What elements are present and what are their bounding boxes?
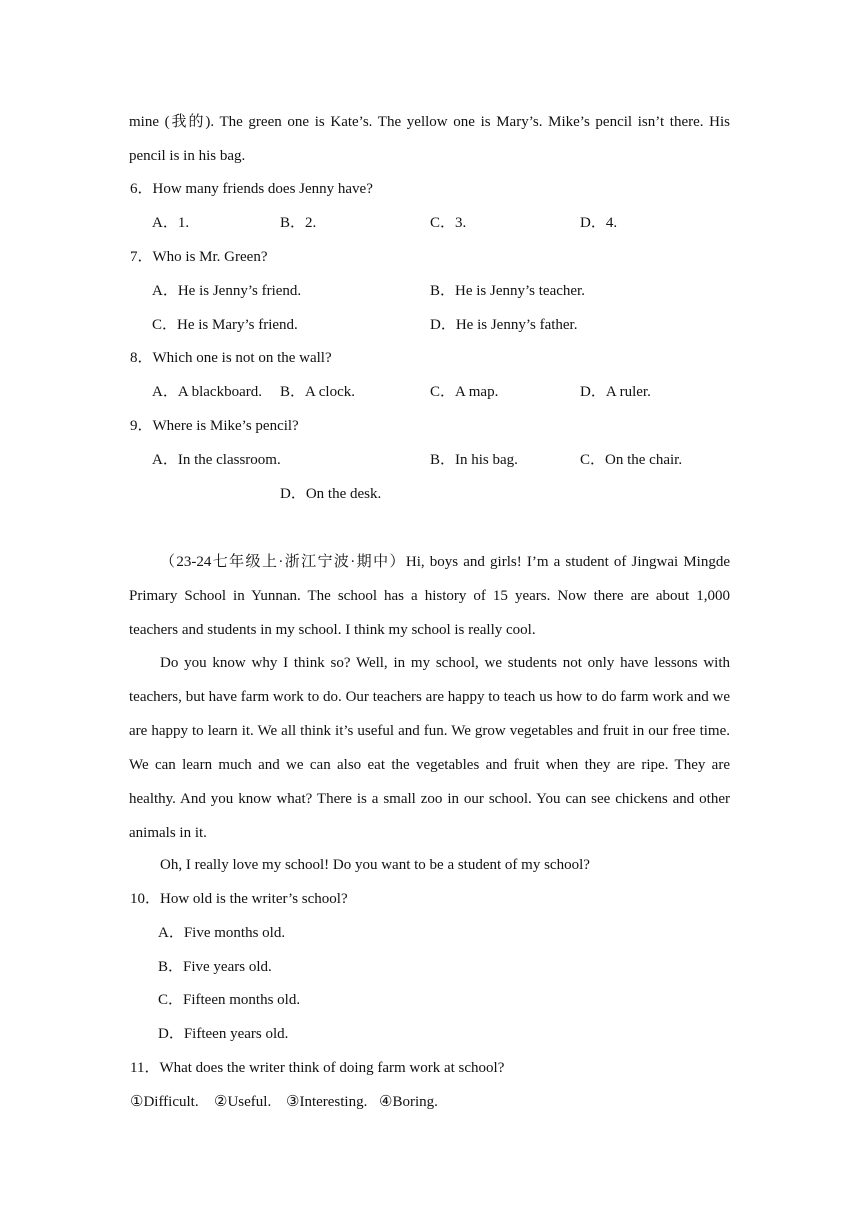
passage2-paragraph-1 <box>129 545 730 647</box>
option-9c: C．On the chair. <box>580 452 683 468</box>
question-number: 10． <box>130 891 161 907</box>
option-7c: C．He is Mary’s friend. <box>152 317 298 333</box>
passage2-paragraph-3: Oh, I really love my school! Do you want to be a student of my school? <box>160 857 590 873</box>
option-10c: C．Fifteen months old. <box>158 992 301 1008</box>
option-6a: A．1. <box>152 215 190 231</box>
question-number: 8． <box>130 350 153 366</box>
question-8 <box>130 348 332 368</box>
option-11-3: ③Interesting. <box>286 1094 368 1110</box>
option-8a: A．A blackboard. <box>152 384 262 400</box>
question-10 <box>130 889 348 909</box>
option-7a: A．He is Jenny’s friend. <box>152 283 302 299</box>
option-6c: C．3. <box>430 215 467 231</box>
option-7b: B．He is Jenny’s teacher. <box>430 283 585 299</box>
option-8b: B．A clock. <box>280 384 355 400</box>
passage2-p1-text: Hi, boys and girls! I’m a student of Jingwai Mingde Primary School in Yunnan. The school has a history of 15 years. Now there are about 1,000 teachers and students in my school. I think my school is really cool. <box>129 554 730 638</box>
question-text: How old is the writer’s school? <box>160 891 348 907</box>
option-9b: B．In his bag. <box>430 452 518 468</box>
question-7 <box>130 247 267 267</box>
question-6 <box>130 179 373 199</box>
option-11-2: ②Useful. <box>214 1094 272 1110</box>
question-text: Where is Mike’s pencil? <box>152 418 299 434</box>
question-text: How many friends does Jenny have? <box>152 181 373 197</box>
question-text: What does the writer think of doing farm work at school? <box>159 1060 505 1076</box>
source-note: （23-24七年级上·浙江宁波·期中） <box>160 554 406 570</box>
question-number: 6． <box>130 181 153 197</box>
question-number: 7． <box>130 249 153 265</box>
option-7d: D．He is Jenny’s father. <box>430 317 578 333</box>
option-8d: D．A ruler. <box>580 384 651 400</box>
question-9 <box>130 416 299 436</box>
option-10d: D．Fifteen years old. <box>158 1026 289 1042</box>
passage1-tail: mine (我的). The green one is Kate’s. The yellow one is Mary’s. Mike’s pencil isn’t there. His pencil is in his bag. <box>129 114 730 164</box>
option-9d: D．On the desk. <box>280 486 382 502</box>
option-8c: C．A map. <box>430 384 499 400</box>
passage2-paragraph-2: Do you know why I think so? Well, in my school, we students not only have lessons with teachers, but have farm work to do. Our teachers are happy to teach us how to do farm work and we are happy to learn it. We all think it’s useful and fun. We grow vegetables and fruit in our free time. We can learn much and we can also eat the vegetables and fruit when they are ripe. They are healthy. And you know what? There is a small zoo in our school. You can see chickens and other animals in it. <box>129 655 730 841</box>
option-10b: B．Five years old. <box>158 959 272 975</box>
option-6b: B．2. <box>280 215 317 231</box>
question-number: 9． <box>130 418 153 434</box>
question-11 <box>130 1058 504 1078</box>
option-11-4: ④Boring. <box>379 1094 438 1110</box>
question-text: Who is Mr. Green? <box>152 249 268 265</box>
option-11-1: ①Difficult. <box>130 1094 199 1110</box>
question-number: 11． <box>130 1060 160 1076</box>
option-9a: A．In the classroom. <box>152 452 281 468</box>
question-text: Which one is not on the wall? <box>152 350 332 366</box>
option-6d: D．4. <box>580 215 618 231</box>
option-10a: A．Five months old. <box>158 925 286 941</box>
